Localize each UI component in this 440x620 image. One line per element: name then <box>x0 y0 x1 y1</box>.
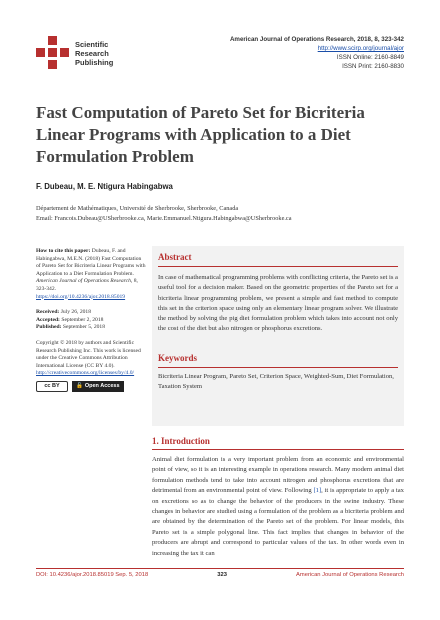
scirp-logo-icon <box>36 36 70 70</box>
abstract-text: In case of mathematical programming problems with conflicting criteria, the Pareto set is a useful tool for a decision maker. Based on the geometric properties of the Pareto set for a bicriteria linear programming problem, we present a simple and fast method to compute this set in the criterion space using only an elementary linear program solver. We illustrate the method by solving the pig diet formulation problem which takes into account not only the cost of the diet but also nitrogen or phosphorus excretions. <box>158 274 398 333</box>
journal-info <box>204 35 404 71</box>
published-date: September 5, 2018 <box>62 324 106 331</box>
open-access-label: Open Access <box>84 382 120 389</box>
abstract-box <box>152 246 404 426</box>
cite-text: Dubeau, F. and Habingabwa, M.E.N. (2018) Fast Computation of Pareto Set for Bicriteria Linear Programs with Application to a Diet Formulation Problem. <box>36 248 146 277</box>
introduction-text <box>152 455 404 559</box>
footer-doi: DOI: 10.4236/ajor.2018.85019 Sep. 5, 2018 <box>36 572 149 578</box>
page-footer <box>36 568 404 578</box>
cc-by-badge[interactable]: cc BY <box>36 381 68 392</box>
publisher-name: Scientific Research Publishing <box>75 39 114 67</box>
license-badges <box>36 381 146 392</box>
affiliation-dept: Département de Mathématiques, Université de Sherbrooke, Sherbrooke, Canada <box>36 205 239 212</box>
journal-name: American Journal of Operations Research, 2018, 8, 323-342 <box>229 36 404 43</box>
intro-text-part-a: Animal diet formulation is a very important problem from an economic and environmental point of view, so it is an interesting example in operations research. Many modern animal diet formulation methods tend to take into account nitrogen and phosphorus excretions that are detrimental from an environmental point of view. Following <box>152 456 404 495</box>
copyright-text: Copyright © 2018 by authors and Scientific Research Publishing Inc. This work is licensed under the Creative Commons Attribution International License (CC BY 4.0). <box>36 339 141 369</box>
page-number: 323 <box>217 572 227 578</box>
open-lock-icon: 🔓 <box>76 382 83 389</box>
intro-text-part-b: , it is appropriate to apply a tax on excretions so as to change the behavior of the producers in the swine industry. These changes in behavior are studied using a formulation of the problem as a bicriteria problem and are obtained by the determination of the Pareto set of the problem. For linear models, this Pareto set is a simple polygonal line. This fact implies that changes in behavior of the producers are abrupt and correspond to particular values of the tax. In other words even in increasing the tax it can <box>152 487 404 557</box>
affiliation-email: Email: Francois.Dubeau@USherbrooke.ca, Marie.Emmanuel.Ntigura.Habingabwa@USherbrooke.ca <box>36 215 292 222</box>
received-date: July 26, 2018 <box>60 309 92 316</box>
received-label: Received: <box>36 309 60 316</box>
published-label: Published: <box>36 324 62 331</box>
issn-print: ISSN Print: 2160-8830 <box>342 63 404 70</box>
publisher-logo <box>36 36 113 70</box>
citation-block <box>36 248 146 301</box>
article-sidebar <box>36 248 146 400</box>
issn-online: ISSN Online: 2160-8849 <box>336 54 404 61</box>
cite-label: How to cite this paper: <box>36 248 91 254</box>
affiliation <box>36 204 406 224</box>
abstract-heading: Abstract <box>158 246 398 267</box>
keywords-heading: Keywords <box>158 347 398 368</box>
authors: F. Dubeau, M. E. Ntigura Habingabwa <box>36 182 173 191</box>
cite-doi-link[interactable]: https://doi.org/10.4236/ajor.2018.85019 <box>36 293 126 300</box>
accepted-date: September 2, 2018 <box>61 316 104 323</box>
dates-block <box>36 309 146 332</box>
reference-link-1[interactable]: [1] <box>313 487 322 495</box>
paper-title: Fast Computation of Pareto Set for Bicriteria Linear Programs with Application to a Diet Formulation Problem <box>36 103 365 166</box>
journal-url-link[interactable]: http://www.scirp.org/journal/ajor <box>317 45 404 52</box>
footer-journal: American Journal of Operations Research <box>296 572 404 578</box>
open-access-badge[interactable] <box>72 381 124 392</box>
cite-volume: 8, 323-342. <box>36 278 138 292</box>
accepted-label: Accepted: <box>36 316 60 323</box>
keywords-text: Bicriteria Linear Program, Pareto Set, Criterion Space, Weighted-Sum, Diet Formulation, Taxation System <box>158 372 394 390</box>
copyright-block <box>36 340 146 392</box>
license-link[interactable]: http://creativecommons.org/licenses/by/4.0/ <box>36 370 135 377</box>
introduction-heading: 1. Introduction <box>152 436 404 450</box>
cite-journal: American Journal of Operations Research, <box>36 278 133 285</box>
